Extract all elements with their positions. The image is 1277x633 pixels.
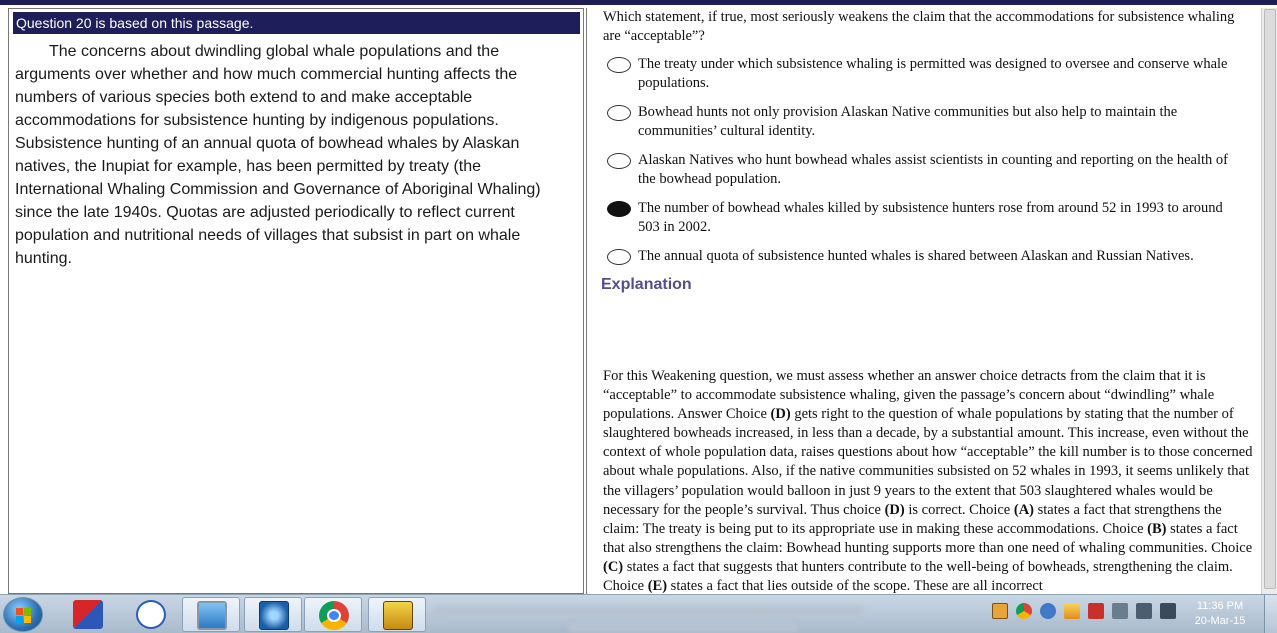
- explanation-choice-ref: (E): [647, 578, 668, 594]
- stopwatch-icon: [136, 600, 166, 629]
- vertical-scrollbar[interactable]: [1261, 8, 1277, 594]
- flag-tray-icon[interactable]: [1064, 603, 1080, 619]
- explanation-segment: is correct. Choice: [904, 501, 1014, 518]
- explanation-choice-ref: (D): [884, 501, 905, 518]
- blurred-feedback-banner: [428, 598, 948, 632]
- volume-tray-icon[interactable]: [1136, 603, 1152, 619]
- answer-choice-label[interactable]: The number of bowhead whales killed by subsistence hunters rose from around 52 in 1993 to around 503 in 2002.: [638, 200, 1223, 235]
- security-tray-icon[interactable]: [1088, 603, 1104, 619]
- windows-explorer-icon: [73, 600, 103, 629]
- answer-choice-label[interactable]: The annual quota of subsistence hunted whales is shared between Alaskan and Russian Natives.: [638, 248, 1194, 264]
- taskbar-app-explorer[interactable]: [59, 597, 117, 632]
- show-desktop-button[interactable]: [1264, 595, 1277, 633]
- network-tray-icon[interactable]: [1112, 603, 1128, 619]
- answer-choice-label[interactable]: The treaty under which subsistence whaling is permitted was designed to oversee and conserve whale populations.: [638, 56, 1228, 91]
- taskbar-app-kaplan[interactable]: [368, 597, 426, 632]
- window-top-bar: [0, 0, 1277, 5]
- power-tray-icon[interactable]: [1160, 603, 1176, 619]
- explanation-segment: states a fact that also strengthens the claim: Bowhead hunting supports more than one need of whaling communities. Choice: [603, 520, 1253, 556]
- answer-choice-label[interactable]: Bowhead hunts not only provision Alaskan Native communities but also help to maintain the communities’ cultural identity.: [638, 104, 1178, 139]
- explanation-choice-ref: (C): [603, 558, 624, 575]
- radio-button-b[interactable]: [607, 105, 631, 121]
- clock-date: 20-Mar-15: [1194, 615, 1246, 627]
- explanation-segment: states a fact that strengthens the claim: The treaty is being put to its appropriate use in making these accommodations. Choice: [603, 501, 1222, 537]
- chrome-tray-icon[interactable]: [1016, 603, 1032, 619]
- explanation-segment: gets right to the question of whale populations by stating that the number of slaughtered bowheads increased, in less than a decade, by a substantial amount. This increase, even without the context of whole population data, raises questions about how “acceptable” the kill number is to those concerned about whale populations. Also, if the native communities subsisted on 52 whales in 1993, it seems unlikely that the villagers’ population would balloon in just 9 years to the extent that 503 slaughtered whales would be necessary for the people’s survival. Thus choice: [603, 406, 1253, 518]
- taskbar-app-timer[interactable]: [122, 597, 180, 632]
- radio-button-d-selected[interactable]: [607, 201, 631, 217]
- snagit-icon: [259, 601, 289, 630]
- passage-text: The concerns about dwindling global whale populations and the arguments over whether and how much commercial hunting affects the numbers of various species both extend to and make acceptable accommodations for subsistence hunting by indigenous populations. Subsistence hunting of an annual quota of bowhead whales by Alaskan natives, the Inupiat for example, has been permitted by treaty (the International Whaling Commission and Governance of Aboriginal Whaling) since the late 1940s. Quotas are adjusted periodically to reflect current population and nutritional needs of villages that subsist in part on whale hunting.: [15, 43, 541, 267]
- answer-choice-label[interactable]: Alaskan Natives who hunt bowhead whales assist scientists in counting and reporting on the health of the bowhead population.: [638, 152, 1228, 187]
- app-tray-icon[interactable]: [992, 603, 1008, 619]
- windows-taskbar: [0, 594, 1277, 633]
- scrollbar-thumb[interactable]: [1264, 9, 1276, 589]
- taskbar-app-snagit[interactable]: [244, 597, 302, 632]
- question-stem: Which statement, if true, most seriously weakens the claim that the accommodations for subsistence whaling are “acceptable”?: [603, 9, 1235, 44]
- passage-panel: [8, 8, 584, 594]
- windows-logo-icon: [16, 608, 32, 623]
- radio-button-c[interactable]: [607, 153, 631, 169]
- explanation-segment: states a fact that lies outside of the scope. These are all incorrect: [667, 578, 1043, 594]
- explanation-heading: Explanation: [601, 276, 692, 293]
- explanation-segment: For this Weakening question, we must assess whether an answer choice detracts from the claim that it is “acceptable” to accommodate subsistence whaling, given the passage’s concern about “dwindling” whale populations. Answer Choice: [603, 368, 1215, 423]
- chrome-icon: [319, 601, 349, 630]
- kaplan-lion-icon: [383, 601, 413, 630]
- globe-tray-icon[interactable]: [1040, 603, 1056, 619]
- radio-button-e[interactable]: [607, 249, 631, 265]
- clock-time: 11:36 PM: [1196, 600, 1244, 612]
- explanation-choice-ref: (A): [1013, 501, 1034, 518]
- explanation-text: [603, 367, 1255, 594]
- taskbar-app-chrome[interactable]: [304, 597, 362, 632]
- radio-button-a[interactable]: [607, 57, 631, 73]
- explanation-segment: states a fact that suggests that hunters contribute to the well-being of bowheads, strengthening the claim. Choice: [603, 558, 1233, 594]
- monitor-icon: [197, 601, 227, 630]
- passage-header: Question 20 is based on this passage.: [13, 12, 580, 34]
- question-panel: [586, 8, 1261, 594]
- taskbar-app-remote-desktop[interactable]: [182, 597, 240, 632]
- explanation-choice-ref: (B): [1147, 520, 1167, 537]
- explanation-choice-ref: (D): [770, 406, 791, 423]
- system-clock[interactable]: [1184, 599, 1256, 629]
- start-button[interactable]: [3, 597, 43, 632]
